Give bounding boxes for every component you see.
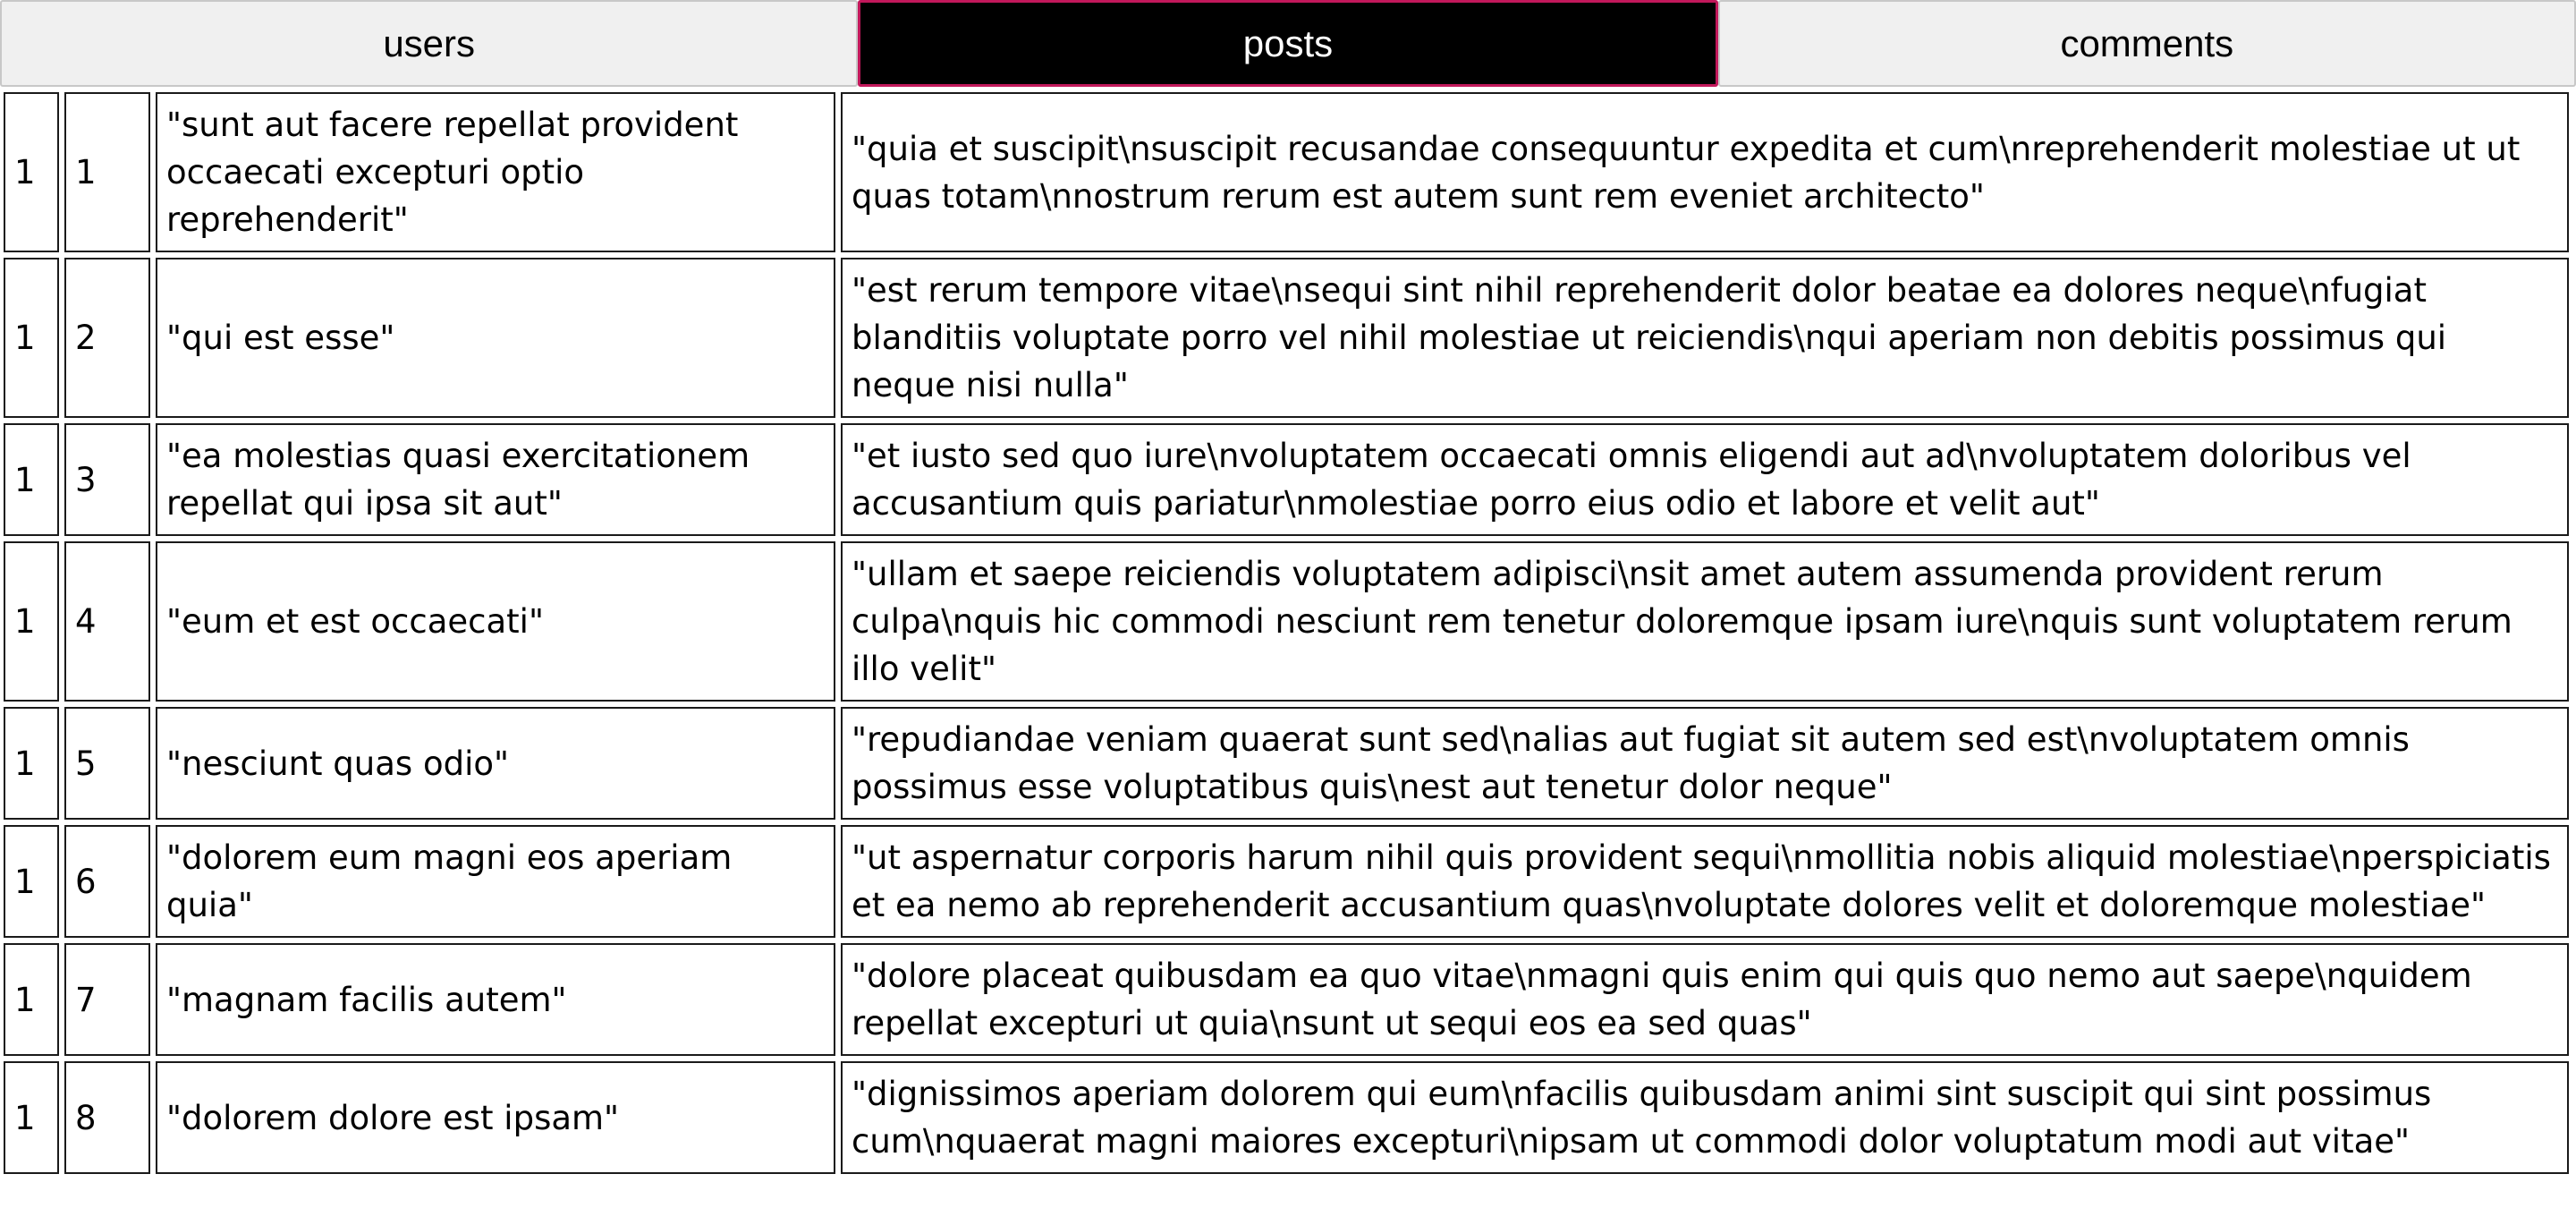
post-body-cell: "ullam et saepe reiciendis voluptatem adipisci\nsit amet autem assumenda provident rerum culpa\nquis hic commodi nesciunt rem tenetur doloremque ipsam iure\nquis sunt voluptatem rerum illo velit" <box>841 541 2569 702</box>
post-id-cell: 2 <box>64 258 150 418</box>
tab-users[interactable]: users <box>0 0 858 87</box>
table-row <box>4 423 2569 536</box>
tab-bar <box>0 0 2576 87</box>
table-row <box>4 943 2569 1056</box>
table-row <box>4 258 2569 418</box>
post-body-cell: "dignissimos aperiam dolorem qui eum\nfacilis quibusdam animi sint suscipit qui sint possimus cum\nquaerat magni maiores excepturi\nipsam ut commodi dolor voluptatum modi aut vitae" <box>841 1061 2569 1174</box>
post-title-cell: "magnam facilis autem" <box>156 943 835 1056</box>
post-title-cell: "eum et est occaecati" <box>156 541 835 702</box>
tab-comments[interactable]: comments <box>1718 0 2576 87</box>
post-title-cell: "sunt aut facere repellat provident occaecati excepturi optio reprehenderit" <box>156 92 835 252</box>
posts-table <box>0 87 2574 1179</box>
post-id-cell: 8 <box>64 1061 150 1174</box>
post-body-cell: "quia et suscipit\nsuscipit recusandae consequuntur expedita et cum\nreprehenderit molestiae ut ut quas totam\nnostrum rerum est autem sunt rem eveniet architecto" <box>841 92 2569 252</box>
post-id-cell: 5 <box>64 707 150 820</box>
table-row <box>4 92 2569 252</box>
post-title-cell: "nesciunt quas odio" <box>156 707 835 820</box>
post-id-cell: 6 <box>64 825 150 938</box>
posts-table-container <box>0 87 2576 1179</box>
post-body-cell: "dolore placeat quibusdam ea quo vitae\nmagni quis enim qui quis quo nemo aut saepe\nquidem repellat excepturi ut quia\nsunt ut sequi eos ea sed quas" <box>841 943 2569 1056</box>
table-row <box>4 825 2569 938</box>
user-id-cell: 1 <box>4 423 59 536</box>
post-id-cell: 7 <box>64 943 150 1056</box>
post-body-cell: "repudiandae veniam quaerat sunt sed\nalias aut fugiat sit autem sed est\nvoluptatem omnis possimus esse voluptatibus quis\nest aut tenetur dolor neque" <box>841 707 2569 820</box>
user-id-cell: 1 <box>4 1061 59 1174</box>
post-title-cell: "qui est esse" <box>156 258 835 418</box>
post-body-cell: "est rerum tempore vitae\nsequi sint nihil reprehenderit dolor beatae ea dolores neque\nfugiat blanditiis voluptate porro vel nihil molestiae ut reiciendis\nqui aperiam non debitis possimus qui neque nisi nulla" <box>841 258 2569 418</box>
post-title-cell: "dolorem eum magni eos aperiam quia" <box>156 825 835 938</box>
tab-posts[interactable]: posts <box>858 0 1717 87</box>
post-id-cell: 3 <box>64 423 150 536</box>
user-id-cell: 1 <box>4 92 59 252</box>
post-title-cell: "ea molestias quasi exercitationem repellat qui ipsa sit aut" <box>156 423 835 536</box>
table-row <box>4 707 2569 820</box>
post-body-cell: "et iusto sed quo iure\nvoluptatem occaecati omnis eligendi aut ad\nvoluptatem doloribus vel accusantium quis pariatur\nmolestiae porro eius odio et labore et velit aut" <box>841 423 2569 536</box>
user-id-cell: 1 <box>4 707 59 820</box>
post-body-cell: "ut aspernatur corporis harum nihil quis provident sequi\nmollitia nobis aliquid molestiae\nperspiciatis et ea nemo ab reprehenderit accusantium quas\nvoluptate dolores velit et doloremque molestiae" <box>841 825 2569 938</box>
user-id-cell: 1 <box>4 943 59 1056</box>
user-id-cell: 1 <box>4 541 59 702</box>
table-row <box>4 1061 2569 1174</box>
post-id-cell: 4 <box>64 541 150 702</box>
post-title-cell: "dolorem dolore est ipsam" <box>156 1061 835 1174</box>
post-id-cell: 1 <box>64 92 150 252</box>
table-row <box>4 541 2569 702</box>
user-id-cell: 1 <box>4 258 59 418</box>
user-id-cell: 1 <box>4 825 59 938</box>
